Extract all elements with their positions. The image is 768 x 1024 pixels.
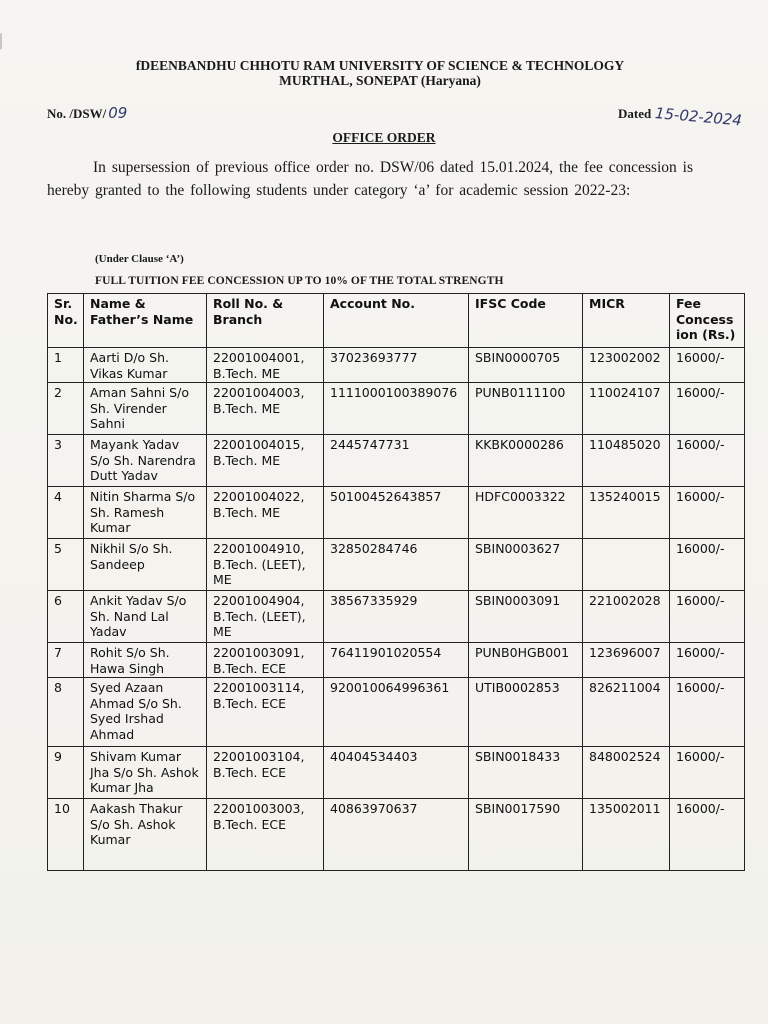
university-header [100,58,660,88]
cell-sr: 4 [48,487,84,539]
table-header-row [48,294,745,348]
cell-ifsc: UTIB0002853 [469,678,583,747]
cell-ifsc: SBIN0003627 [469,539,583,591]
cell-fee: 16000/- [670,799,745,871]
cell-sr: 3 [48,435,84,487]
cell-name: Nikhil S/o Sh. Sandeep [84,539,207,591]
cell-name: Rohit S/o Sh. Hawa Singh [84,643,207,678]
cell-account: 2445747731 [324,435,469,487]
table-row [48,799,745,871]
table-row [48,678,745,747]
cell-micr: 123002002 [583,348,670,383]
cell-account: 37023693777 [324,348,469,383]
cell-account: 50100452643857 [324,487,469,539]
header-name: Name & Father’s Name [84,294,207,348]
cell-roll: 22001004910, B.Tech. (LEET), ME [207,539,324,591]
cell-roll: 22001003091, B.Tech. ECE [207,643,324,678]
staple-mark [0,26,16,49]
cell-roll: 22001004003, B.Tech. ME [207,383,324,435]
cell-fee: 16000/- [670,383,745,435]
cell-fee: 16000/- [670,678,745,747]
cell-ifsc: SBIN0000705 [469,348,583,383]
cell-name: Aarti D/o Sh. Vikas Kumar [84,348,207,383]
header-ifsc: IFSC Code [469,294,583,348]
header-micr: MICR [583,294,670,348]
cell-sr: 8 [48,678,84,747]
cell-ifsc: KKBK0000286 [469,435,583,487]
cell-account: 1111000100389076 [324,383,469,435]
cell-micr: 135002011 [583,799,670,871]
cell-micr: 848002524 [583,747,670,799]
cell-roll: 22001003003, B.Tech. ECE [207,799,324,871]
cell-sr: 1 [48,348,84,383]
cell-fee: 16000/- [670,591,745,643]
cell-sr: 7 [48,643,84,678]
table-row [48,643,745,678]
cell-ifsc: PUNB0111100 [469,383,583,435]
cell-sr: 2 [48,383,84,435]
reference-label: No. /DSW/ [47,106,107,121]
cell-roll: 22001003104, B.Tech. ECE [207,747,324,799]
cell-micr [583,539,670,591]
cell-fee: 16000/- [670,435,745,487]
cell-ifsc: HDFC0003322 [469,487,583,539]
cell-ifsc: SBIN0018433 [469,747,583,799]
cell-sr: 9 [48,747,84,799]
cell-name: Mayank Yadav S/o Sh. Narendra Dutt Yadav [84,435,207,487]
cell-roll: 22001003114, B.Tech. ECE [207,678,324,747]
cell-name: Syed Azaan Ahmad S/o Sh. Syed Irshad Ahmad [84,678,207,747]
cell-name: Nitin Sharma S/o Sh. Ramesh Kumar [84,487,207,539]
date-label: Dated [618,106,652,121]
cell-name: Shivam Kumar Jha S/o Sh. Ashok Kumar Jha [84,747,207,799]
page-title: OFFICE ORDER [332,130,436,145]
cell-roll: 22001004001, B.Tech. ME [207,348,324,383]
cell-roll: 22001004022, B.Tech. ME [207,487,324,539]
cell-micr: 221002028 [583,591,670,643]
cell-fee: 16000/- [670,539,745,591]
table-title: FULL TUITION FEE CONCESSION UP TO 10% OF THE TOTAL STRENGTH [95,275,504,287]
table-row [48,435,745,487]
clause-label: (Under Clause ‘A’) [95,253,184,265]
cell-micr: 110024107 [583,383,670,435]
cell-name: Ankit Yadav S/o Sh. Nand Lal Yadav [84,591,207,643]
cell-roll: 22001004015, B.Tech. ME [207,435,324,487]
concession-table [47,293,745,871]
header-fee: Fee Concess ion (Rs.) [670,294,745,348]
table-row [48,591,745,643]
date-line [618,104,743,130]
cell-sr: 5 [48,539,84,591]
cell-account: 40863970637 [324,799,469,871]
cell-fee: 16000/- [670,348,745,383]
table-row [48,348,745,383]
cell-name: Aakash Thakur S/o Sh. Ashok Kumar [84,799,207,871]
header-sr: Sr. No. [48,294,84,348]
cell-ifsc: PUNB0HGB001 [469,643,583,678]
cell-fee: 16000/- [670,643,745,678]
date-handwritten-value: 15-02-2024 [654,104,743,130]
table-row [48,539,745,591]
cell-roll: 22001004904, B.Tech. (LEET), ME [207,591,324,643]
cell-fee: 16000/- [670,487,745,539]
cell-account: 38567335929 [324,591,469,643]
table-row [48,383,745,435]
cell-micr: 135240015 [583,487,670,539]
cell-account: 40404534403 [324,747,469,799]
cell-micr: 123696007 [583,643,670,678]
cell-ifsc: SBIN0017590 [469,799,583,871]
header-roll: Roll No. & Branch [207,294,324,348]
cell-ifsc: SBIN0003091 [469,591,583,643]
cell-sr: 6 [48,591,84,643]
cell-micr: 826211004 [583,678,670,747]
cell-account: 920010064996361 [324,678,469,747]
table-row [48,747,745,799]
cell-account: 32850284746 [324,539,469,591]
cell-sr: 10 [48,799,84,871]
cell-fee: 16000/- [670,747,745,799]
cell-account: 76411901020554 [324,643,469,678]
university-location: MURTHAL, SONEPAT (Haryana) [279,73,481,88]
header-account: Account No. [324,294,469,348]
table-row [48,487,745,539]
reference-number [47,104,127,122]
university-name: fDEENBANDHU CHHOTU RAM UNIVERSITY OF SCIENCE & TECHNOLOGY [135,58,625,73]
cell-micr: 110485020 [583,435,670,487]
reference-handwritten-number: 09 [108,104,128,122]
cell-name: Aman Sahni S/o Sh. Virender Sahni [84,383,207,435]
order-body-text: In supersession of previous office order no. DSW/06 dated 15.01.2024, the fee concession is hereby granted to the following students under category ‘a’ for academic session 2022-23: [47,159,693,199]
